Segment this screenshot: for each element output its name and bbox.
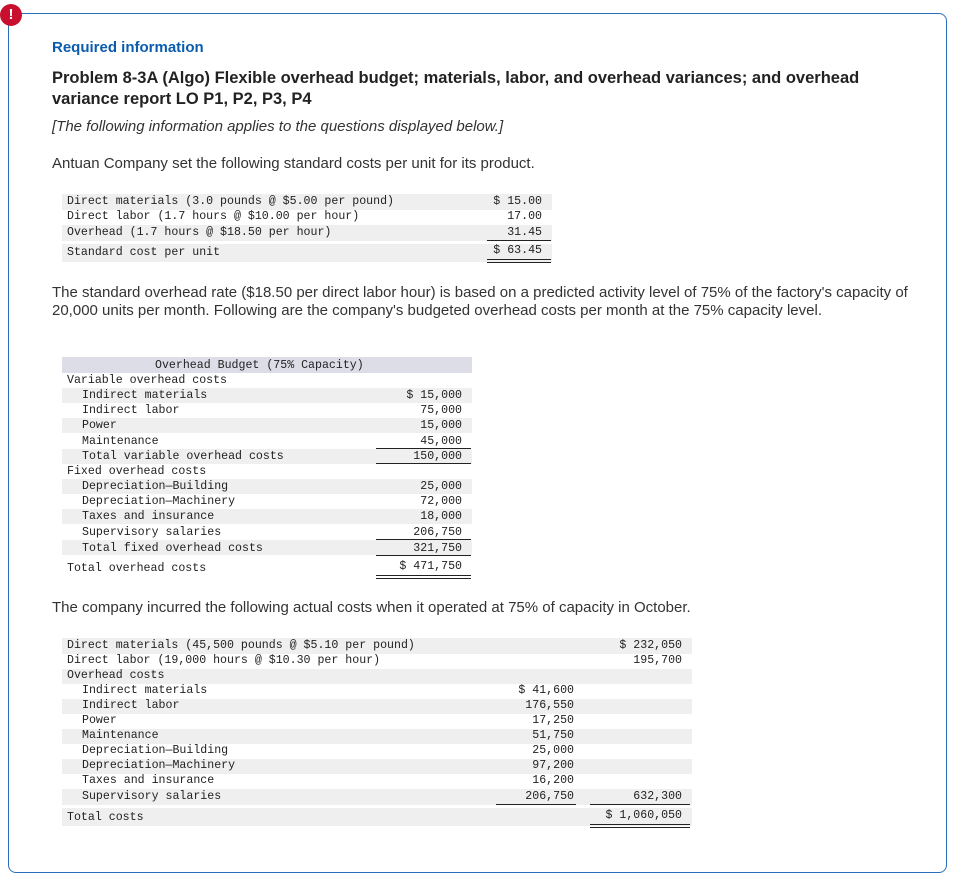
total-fixed-label: Total fixed overhead costs	[82, 542, 263, 555]
std-row-value: $ 15.00	[493, 195, 542, 208]
actual-item-value: 206,750	[525, 790, 574, 803]
budget-item-value: 18,000	[420, 510, 462, 523]
actual-item-value: $ 41,600	[518, 684, 574, 697]
std-row-label: Overhead (1.7 hours @ $18.50 per hour)	[67, 226, 332, 239]
problem-title: Problem 8-3A (Algo) Flexible overhead budget; materials, labor, and overhead variances; and overhead variance report LO P1, P2, P3, P4	[52, 69, 860, 108]
actual-item-label: Power	[82, 714, 117, 727]
budget-item-value: 15,000	[420, 419, 462, 432]
std-total-value: $ 63.45	[493, 244, 542, 257]
total-variable-label: Total variable overhead costs	[82, 450, 284, 463]
budget-item-label: Depreciation—Building	[82, 480, 229, 493]
required-information-label: Required information	[52, 39, 204, 56]
total-costs-value: $ 1,060,050	[605, 809, 682, 822]
budget-item-label: Power	[82, 419, 117, 432]
total-costs-label: Total costs	[67, 811, 144, 824]
actual-item-label: Taxes and insurance	[82, 774, 215, 787]
std-row-value: 17.00	[507, 210, 542, 223]
total-variable-value: 150,000	[413, 450, 462, 463]
actual-item-value: 16,200	[532, 774, 574, 787]
std-row-value: 31.45	[507, 226, 542, 239]
budget-item-label: Maintenance	[82, 435, 159, 448]
actual-item-value: 25,000	[532, 744, 574, 757]
budget-item-value: 206,750	[413, 526, 462, 539]
actual-item-value: 97,200	[532, 759, 574, 772]
total-overhead-value: $ 471,750	[399, 560, 462, 573]
actual-item-label: Depreciation—Building	[82, 744, 229, 757]
total-overhead-label: Total overhead costs	[67, 562, 207, 575]
budget-item-label: Supervisory salaries	[82, 526, 222, 539]
actual-direct-materials-value: $ 232,050	[619, 639, 682, 652]
budget-item-value: 45,000	[420, 435, 462, 448]
overhead-budget-header: Overhead Budget (75% Capacity)	[155, 359, 364, 372]
budget-item-label: Indirect labor	[82, 404, 180, 417]
actual-item-value: 17,250	[532, 714, 574, 727]
std-total-label: Standard cost per unit	[67, 246, 221, 259]
actual-direct-labor-value: 195,700	[633, 654, 682, 667]
actual-direct-materials-label: Direct materials (45,500 pounds @ $5.10 per pound)	[67, 639, 415, 652]
fixed-overhead-label: Fixed overhead costs	[67, 465, 207, 478]
overhead-rate-paragraph: The standard overhead rate ($18.50 per direct labor hour) is based on a predicted activity level of 75% of the factory's capacity of 20,000 units per month. Following are the company's budgeted overhead costs per month at the 75% capacity level.	[52, 284, 908, 319]
actual-costs-paragraph: The company incurred the following actual costs when it operated at 75% of capacity in October.	[52, 599, 691, 616]
budget-item-value: 25,000	[420, 480, 462, 493]
info-note: [The following information applies to the questions displayed below.]	[52, 118, 504, 135]
actual-overhead-label: Overhead costs	[67, 669, 165, 682]
actual-item-label: Indirect labor	[82, 699, 180, 712]
actual-item-label: Maintenance	[82, 729, 159, 742]
actual-item-value: 176,550	[525, 699, 574, 712]
budget-item-value: 75,000	[420, 404, 462, 417]
budget-item-value: 72,000	[420, 495, 462, 508]
intro-text: Antuan Company set the following standard costs per unit for its product.	[52, 155, 535, 172]
budget-item-value: $ 15,000	[406, 389, 462, 402]
std-row-label: Direct labor (1.7 hours @ $10.00 per hour)	[67, 210, 360, 223]
actual-item-label: Supervisory salaries	[82, 790, 222, 803]
actual-item-label: Indirect materials	[82, 684, 208, 697]
actual-item-value: 51,750	[532, 729, 574, 742]
actual-item-label: Depreciation—Machinery	[82, 759, 236, 772]
budget-item-label: Depreciation—Machinery	[82, 495, 236, 508]
budget-item-label: Taxes and insurance	[82, 510, 215, 523]
actual-overhead-total-value: 632,300	[633, 790, 682, 803]
variable-overhead-label: Variable overhead costs	[67, 374, 228, 387]
actual-direct-labor-label: Direct labor (19,000 hours @ $10.30 per hour)	[67, 654, 381, 667]
std-row-label: Direct materials (3.0 pounds @ $5.00 per pound)	[67, 195, 394, 208]
budget-item-label: Indirect materials	[82, 389, 208, 402]
alert-icon: !	[0, 4, 22, 26]
total-fixed-value: 321,750	[413, 542, 462, 555]
